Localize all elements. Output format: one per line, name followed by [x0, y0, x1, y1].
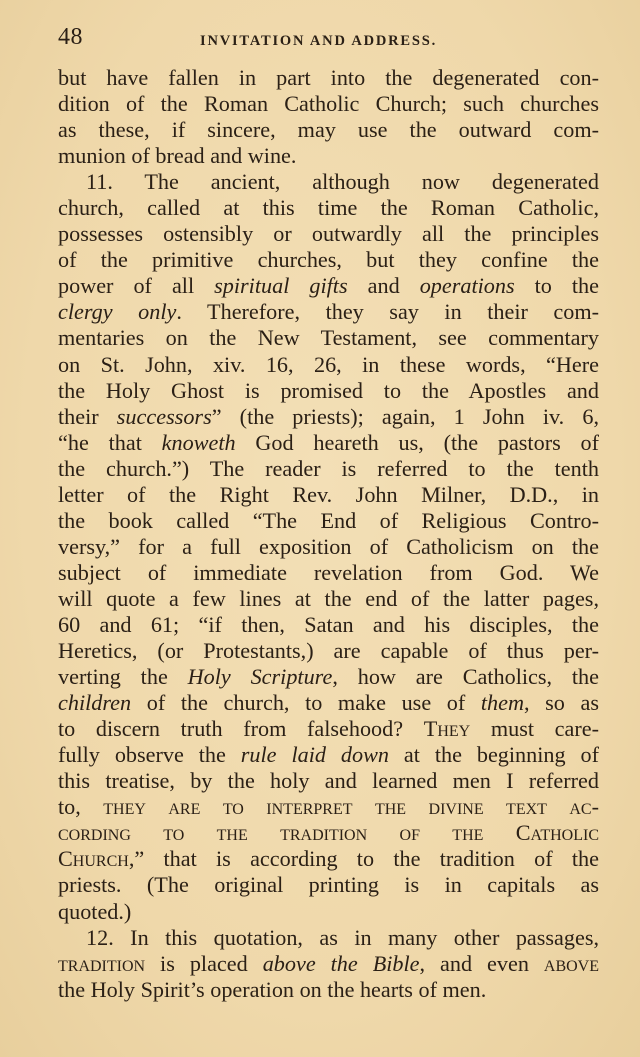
text-line [58, 638, 599, 664]
small-caps-text: tradition [58, 950, 146, 976]
line-text: of the primitive churches, but they confine the [58, 247, 599, 273]
small-caps-text: They [423, 716, 471, 742]
line-text: verting the [58, 664, 188, 690]
line-text: God heareth us, (the pastors of [235, 429, 599, 455]
line-text: mentaries on the New Testament, see commentary [58, 325, 599, 351]
line-text: “he that [58, 429, 162, 455]
small-caps-text: above [543, 950, 599, 976]
italic-text: successors [116, 403, 212, 429]
line-text: at the beginning of [388, 742, 599, 768]
line-text: Heretics, (or Protestants,) are capable of thus per- [58, 638, 599, 664]
line-text: and [347, 273, 420, 299]
text-line [58, 117, 599, 143]
text-line [58, 508, 599, 534]
line-text: to the [514, 273, 599, 299]
line-text: power of all [58, 273, 215, 299]
small-caps-text: they are to interpret the divine text ac- [103, 794, 599, 820]
text-line [58, 846, 599, 872]
line-text: , how are Catholics, the [332, 664, 599, 690]
line-text: this treatise, by the holy and learned men I referred [58, 768, 599, 794]
line-text: the book called “The End of Religious Contro- [58, 507, 599, 533]
italic-text: spiritual gifts [214, 273, 348, 299]
line-text: on St. John, xiv. 16, 26, in these words, “Here [58, 351, 599, 377]
text-line [58, 482, 599, 508]
line-text: to, [58, 794, 104, 820]
line-text: the Holy Spirit’s operation on the hearts of men. [58, 976, 487, 1002]
text-line [58, 456, 599, 482]
italic-text: Holy Scripture [187, 664, 333, 690]
line-text: but have fallen in part into the degenerated con- [58, 65, 599, 90]
line-text: munion of bread and wine. [58, 143, 297, 169]
line-text: subject of immediate revelation from God. We [58, 559, 599, 585]
line-text: versy,” for a full exposition of Catholicism on the [58, 533, 599, 559]
text-line [58, 768, 599, 794]
line-text: 60 and 61; “if then, Satan and his disciples, the [58, 611, 599, 637]
line-text: their [58, 403, 117, 429]
line-text: will quote a few lines at the end of the latter pages, [58, 585, 599, 611]
line-text: the church.”) The reader is referred to the tenth [58, 455, 599, 481]
line-text: of the church, to make use of [131, 690, 481, 716]
text-line [58, 247, 599, 273]
line-text: letter of the Right Rev. John Milner, D.D., in [58, 481, 599, 507]
text-line [58, 378, 599, 404]
italic-text: them [480, 690, 525, 716]
line-text: church, called at this time the Roman Catholic, [58, 195, 599, 221]
text-line [58, 794, 599, 820]
line-text: , and even [419, 950, 544, 976]
text-line [58, 65, 599, 91]
line-text: ” (the priests); again, 1 John iv. 6, [211, 403, 599, 429]
line-text: . Therefore, they say in their com- [176, 299, 599, 325]
italic-text: rule laid down [240, 742, 389, 768]
text-line [58, 612, 599, 638]
small-caps-text: Church [58, 846, 129, 872]
italic-text: clergy only [58, 299, 177, 325]
italic-text: children [58, 690, 132, 716]
body-text [58, 65, 599, 1003]
text-line [58, 742, 599, 768]
text-line [58, 664, 599, 690]
text-line [58, 534, 599, 560]
text-line [58, 951, 599, 977]
text-line [58, 820, 599, 846]
text-line [58, 273, 599, 299]
small-caps-text: cording to the tradition of the Catholic [58, 820, 599, 846]
line-text: fully observe the [58, 742, 241, 768]
page-header [58, 24, 598, 58]
text-line [58, 91, 599, 117]
text-line [58, 716, 599, 742]
text-line [58, 690, 599, 716]
line-text: 12. In this quotation, as in many other passages, [86, 924, 599, 950]
line-text: ,” that is according to the tradition of the [128, 846, 599, 872]
text-line [58, 221, 599, 247]
text-line [58, 586, 599, 612]
line-text: priests. (The original printing is in capitals as [58, 872, 599, 898]
line-text: quoted.) [58, 898, 132, 924]
running-head: INVITATION AND ADDRESS. [200, 33, 438, 49]
italic-text: knoweth [161, 429, 236, 455]
line-text: must care- [470, 716, 599, 742]
line-text: , so as [524, 690, 599, 716]
line-text: 11. The ancient, although now degenerated [86, 169, 599, 195]
line-text: the Holy Ghost is promised to the Apostles and [58, 377, 599, 403]
text-line [58, 352, 599, 378]
text-line [58, 325, 599, 351]
page-number: 48 [58, 24, 83, 50]
text-line [58, 299, 599, 325]
text-line [58, 925, 599, 951]
text-line [58, 977, 599, 1003]
italic-text: operations [419, 273, 515, 299]
text-line [58, 169, 599, 195]
italic-text: above the Bible [262, 950, 420, 976]
text-line [58, 143, 599, 169]
text-line [58, 872, 599, 898]
text-line [58, 195, 599, 221]
text-line [58, 430, 599, 456]
line-text: is placed [145, 950, 263, 976]
line-text: possesses ostensibly or outwardly all the principles [58, 221, 599, 247]
line-text: to discern truth from falsehood? [58, 716, 424, 742]
text-line [58, 404, 599, 430]
text-line [58, 899, 599, 925]
text-line [58, 560, 599, 586]
line-text: dition of the Roman Catholic Church; such churches [58, 91, 599, 117]
line-text: as these, if sincere, may use the outward com- [58, 117, 599, 143]
